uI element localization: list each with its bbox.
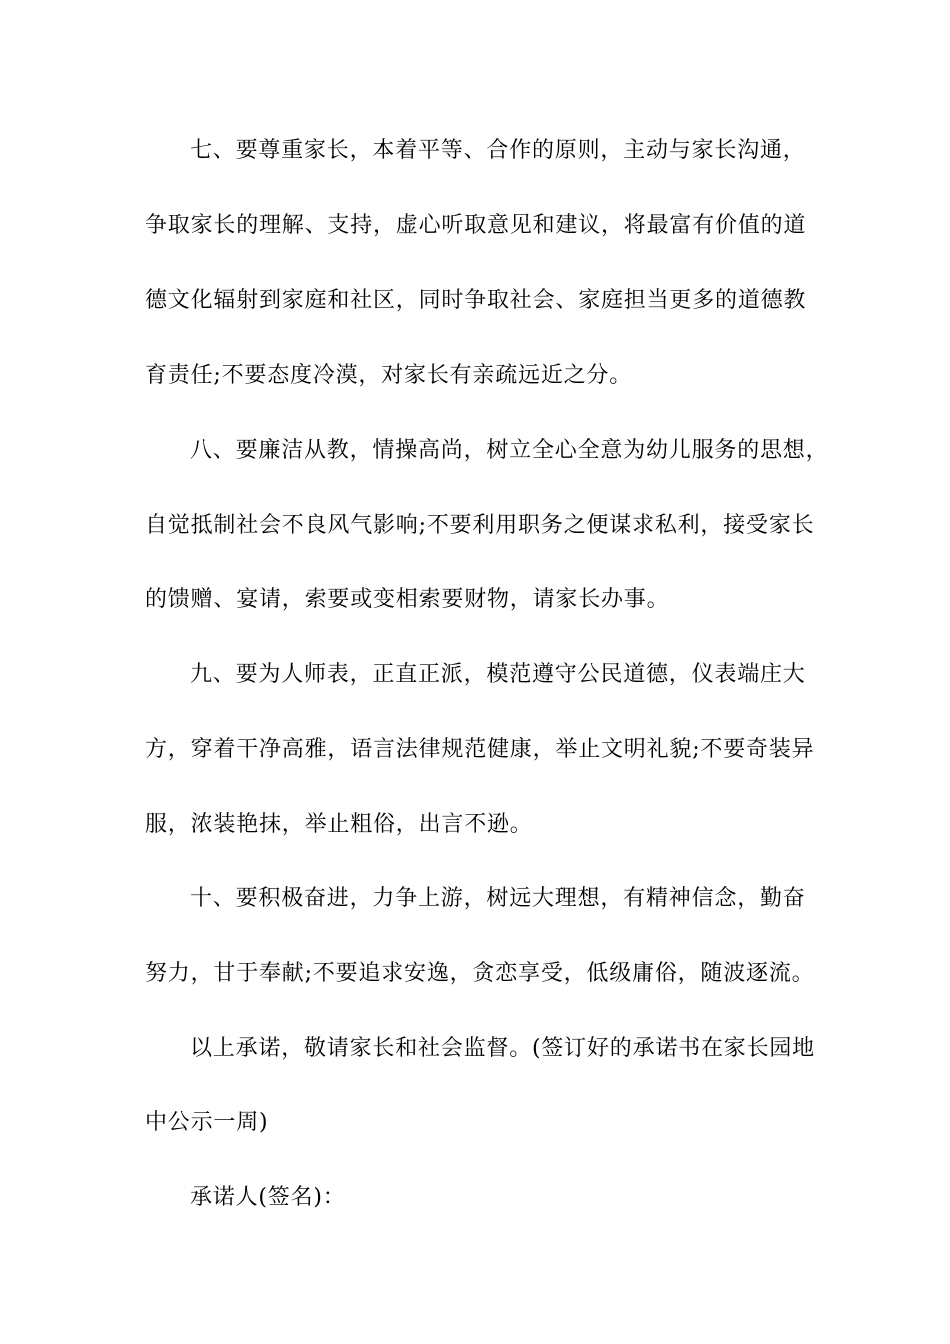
paragraph-7-line-1: 七、要尊重家长，本着平等、合作的原则，主动与家长沟通， bbox=[190, 138, 806, 163]
paragraph-9-line-3: 服，浓装艳抹，举止粗俗，出言不逊。 bbox=[145, 812, 533, 837]
paragraph-10-line-2: 努力，甘于奉献;不要追求安逸，贪恋享受，低级庸俗，随波逐流。 bbox=[145, 961, 815, 986]
paragraph-8-line-2: 自觉抵制社会不良风气影响;不要利用职务之便谋求私利，接受家长 bbox=[145, 513, 815, 538]
signature-label: 承诺人(签名)： bbox=[190, 1185, 346, 1210]
closing-line-2: 中公示一周) bbox=[145, 1110, 269, 1135]
paragraph-7-line-2: 争取家长的理解、支持，虚心听取意见和建议，将最富有价值的道 bbox=[145, 213, 807, 238]
paragraph-7-line-4: 育责任;不要态度冷漠，对家长有亲疏远近之分。 bbox=[145, 363, 633, 388]
paragraph-9-line-2: 方，穿着干净高雅，语言法律规范健康，举止文明礼貌;不要奇装异 bbox=[145, 737, 815, 762]
paragraph-9-line-1: 九、要为人师表，正直正派，模范遵守公民道德，仪表端庄大 bbox=[190, 662, 806, 687]
paragraph-7-line-3: 德文化辐射到家庭和社区，同时争取社会、家庭担当更多的道德教 bbox=[145, 288, 807, 313]
paragraph-10-line-1: 十、要积极奋进，力争上游，树远大理想，有精神信念，勤奋 bbox=[190, 886, 806, 911]
paragraph-8-line-3: 的馈赠、宴请，索要或变相索要财物，请家长办事。 bbox=[145, 587, 670, 612]
closing-line-1: 以上承诺，敬请家长和社会监督。(签订好的承诺书在家长园地 bbox=[190, 1036, 815, 1061]
paragraph-8-line-1: 八、要廉洁从教，情操高尚，树立全心全意为幼儿服务的思想， bbox=[190, 438, 829, 463]
